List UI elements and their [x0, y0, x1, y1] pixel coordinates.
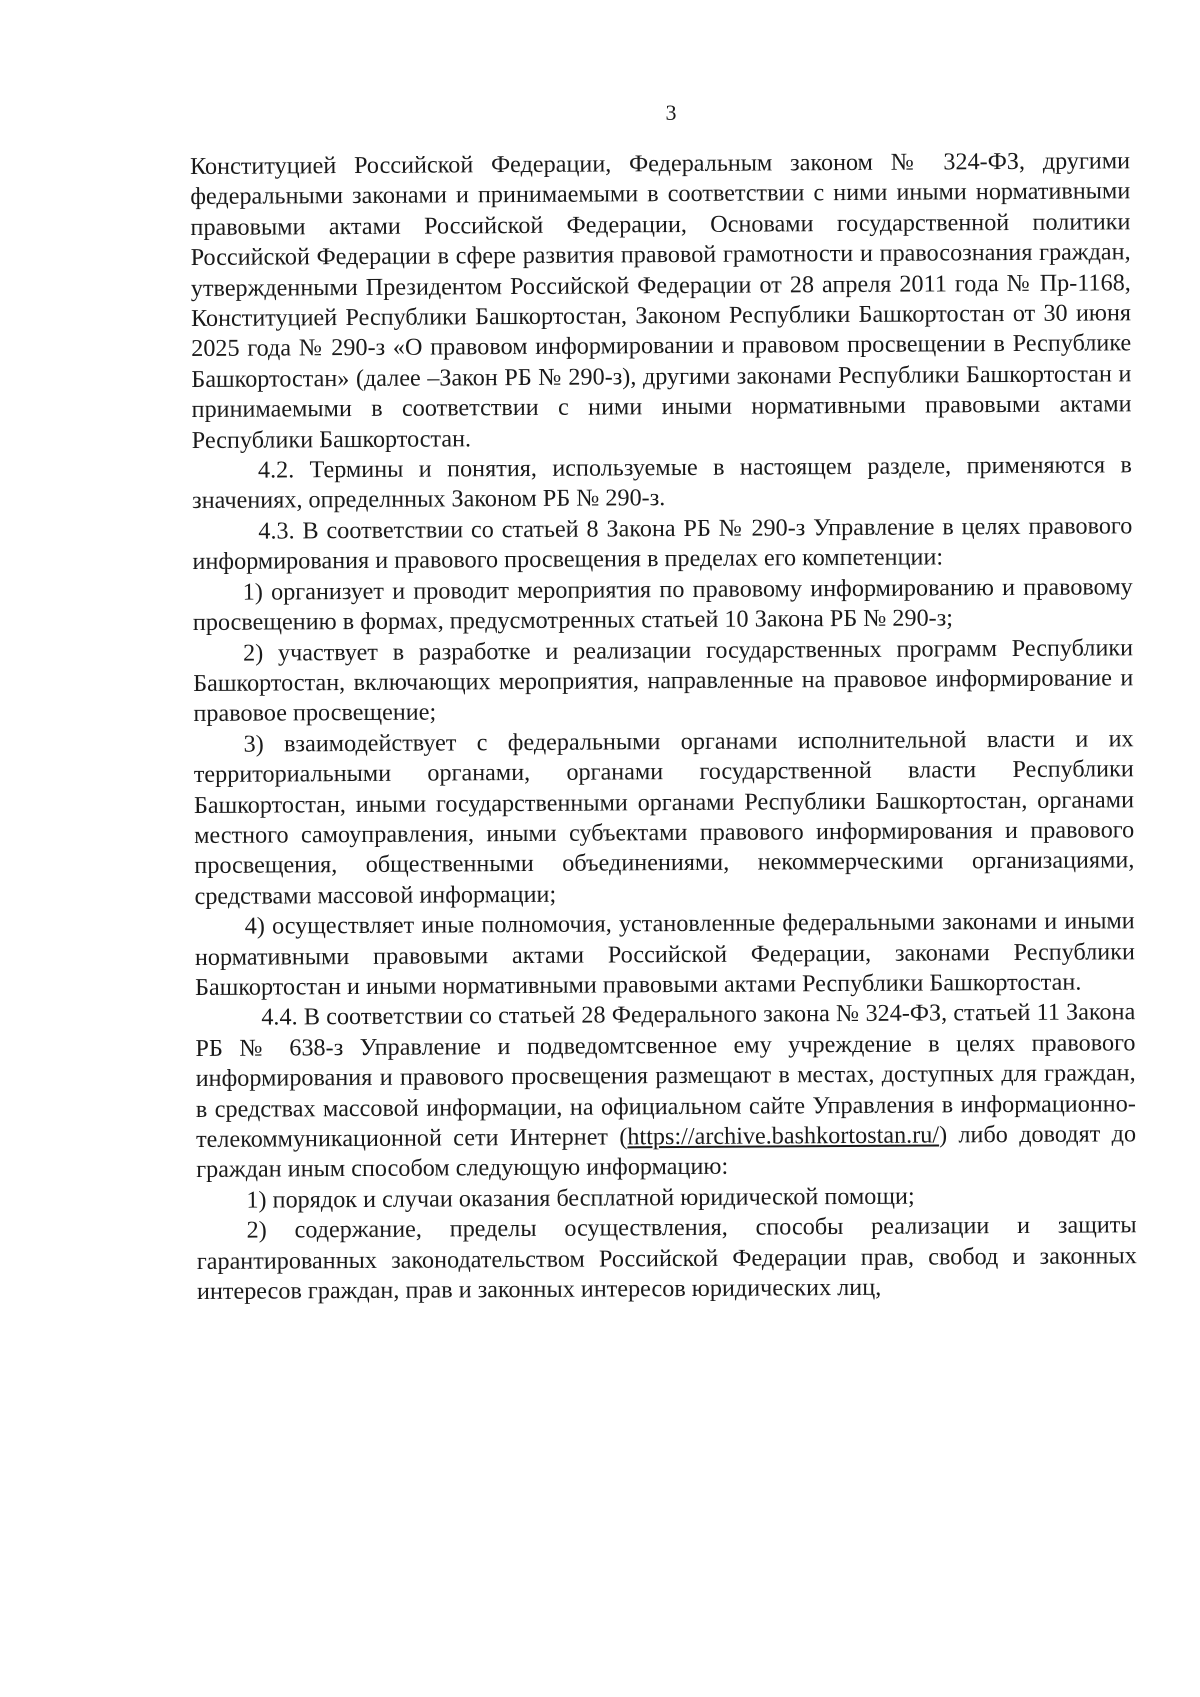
list-item-4-3-2: 2) участвует в разработке и реализации государственных программ Республики Башкортостан, включающих мероприятия, направленные на правовое информирование и правовое просвещение; [193, 633, 1134, 728]
document-body [190, 146, 1137, 1307]
list-item-4-3-4: 4) осуществляет иные полномочия, установленные федеральными законами и иными нормативными правовыми актами Российской Федерации, законами Республики Башкортостан и иными нормативными правовыми актами Республики Башкортостан. [194, 907, 1135, 1001]
paragraph-4-4-text-after: ) либо доводят до граждан иным способом следующую информацию: [196, 1120, 1137, 1184]
paragraph-4-3: 4.3. В соответствии со статьей 8 Закона РБ № 290-з Управление в целях правового информирования и правового просвещения в пределах его компетенции: [192, 512, 1133, 576]
list-item-4-3-3: 3) взаимодействует с федеральными органами исполнительной власти и их территориальными органами, органами государственной власти Республики Башкортостан, иными государственными органами Республики Башкортостан, органами местного самоуправления, иными субъектами правового информирования и правового просвещения, общественными объединениями, некоммерческими организациями, средствами массовой информации; [193, 724, 1135, 910]
paragraph-4-4 [195, 998, 1136, 1186]
paragraph-4-4-text-before: 4.4. В соответствии со статьей 28 Федерального закона № 324-ФЗ, статьей 11 Закона РБ № 638-з Управление и подведомтсвенное ему учреждение в целях правового информирования и правового просвещения размещают в местах, доступных для граждан, в средствах массовой информации, на официальном сайте Управления в информационно-телекоммуникационной сети Интернет ( [195, 998, 1136, 1153]
list-item-4-3-1: 1) организует и проводит мероприятия по правовому информированию и правовому просвещению в формах, предусмотренных статьей 10 Закона РБ № 290-з; [192, 572, 1133, 637]
list-item-4-4-2: 2) содержание, пределы осуществления, способы реализации и защиты гарантированных законодательством Российской Федерации прав, свобод и законных интересов граждан, прав и законных интересов юридических лиц, [196, 1211, 1137, 1306]
list-item-4-4-1: 1) порядок и случаи оказания бесплатной юридической помощи; [246, 1182, 915, 1214]
archive-website-link[interactable]: https://archive.bashkortostan.ru/ [627, 1121, 940, 1151]
paragraph-continuation: Конституцией Российской Федерации, Федеральным законом № 324-ФЗ, другими федеральными законами и принимаемыми в соответствии с ними иными нормативными правовыми актами Российской Федерации, Основами государственной политики Российской Федерации в сфере развития правовой грамотности и правосознания граждан, утвержденными Президентом Российской Федерации от 28 апреля 2011 года № Пр-1168, Конституцией Республики Башкортостан, Законом Республики Башкортостан от 30 июня 2025 года № 290-з «О правовом информировании и правовом просвещении в Республике Башкортостан» (далее –Закон РБ № 290-з), другими законами Республики Башкортостан и принимаемыми в соответствии с ними иными нормативными правовыми актами Республики Башкортостан. [190, 147, 1132, 454]
page-number: 3 [665, 100, 677, 125]
paragraph-4-2: 4.2. Термины и понятия, используемые в настоящем разделе, применяются в значениях, определнных Законом РБ № 290-з. [192, 451, 1133, 515]
